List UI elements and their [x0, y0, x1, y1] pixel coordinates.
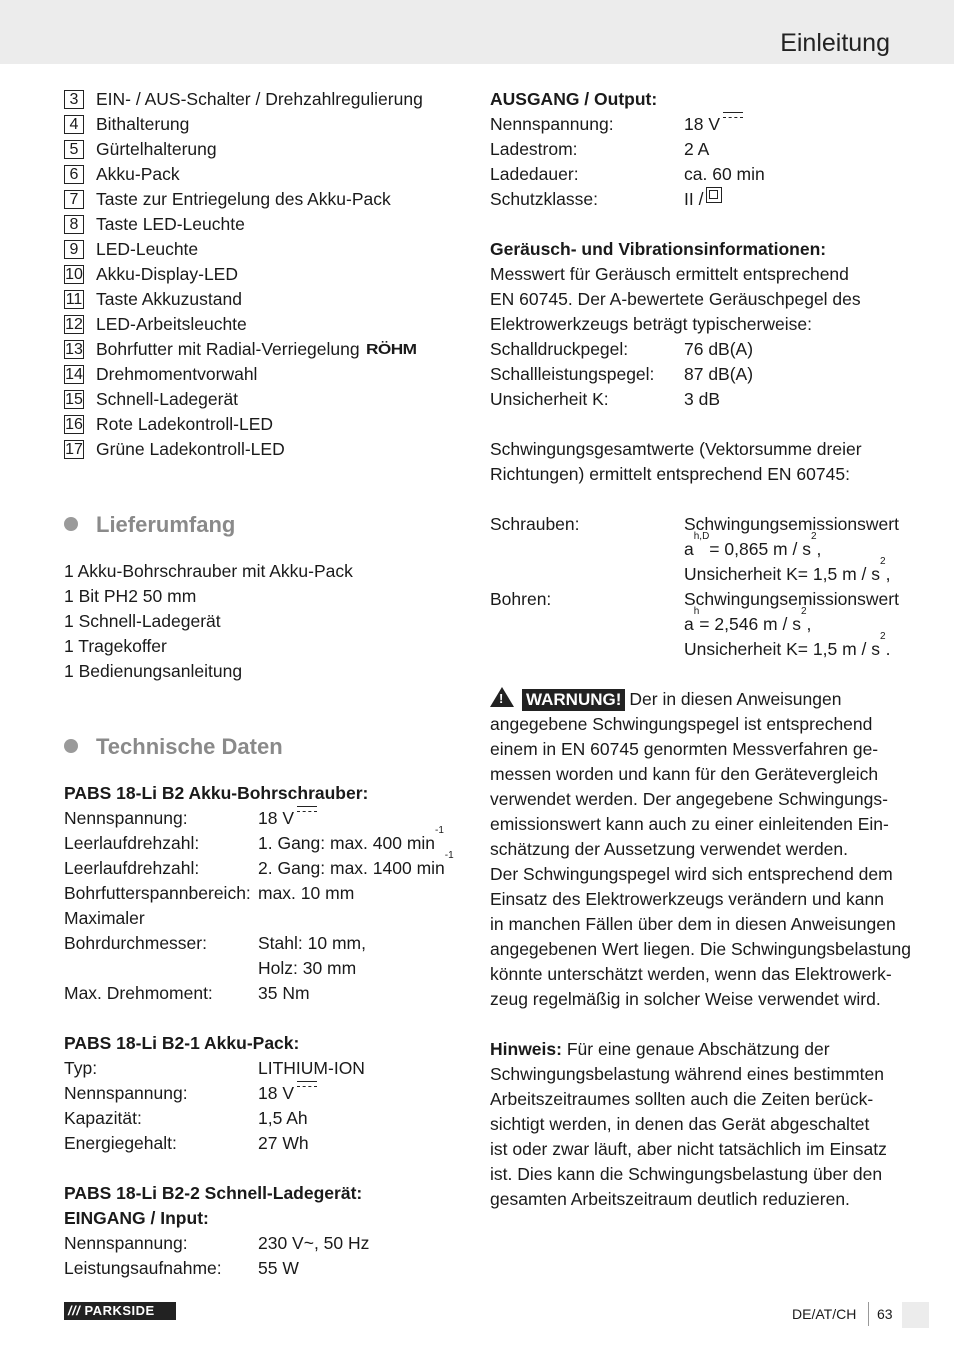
paragraph-line: verwendet werden. Der angegebene Schwingungs-	[490, 789, 888, 809]
paragraph-line: Schwingungsbelastung während eines bestimmten	[490, 1064, 884, 1084]
paragraph-line: Einsatz des Elektrowerkzeugs verändern und kann	[490, 889, 884, 909]
spec-subheading: AUSGANG / Output:	[490, 89, 658, 109]
list-item: 1 Akku-Bohrschrauber mit Akku-Pack	[64, 561, 353, 581]
list-item	[64, 412, 464, 437]
part-number: 4	[64, 115, 84, 134]
spec-row: Maximaler	[64, 908, 145, 928]
spec-heading: PABS 18-Li B2 Akku-Bohrschrauber:	[64, 783, 369, 803]
list-item	[64, 212, 464, 237]
spec-row: Nennspannung: 18 V	[64, 806, 464, 831]
lieferumfang-heading	[64, 509, 464, 539]
part-label: Bithalterung	[96, 114, 190, 134]
paragraph-line: Elektrowerkzeugs beträgt typischerweise:	[490, 314, 812, 334]
part-number: 7	[64, 190, 84, 209]
footer-tab	[902, 1302, 929, 1328]
part-label: Bohrfutter mit Radial-Verriegelung	[96, 339, 360, 359]
spec-heading: PABS 18-Li B2-2 Schnell-Ladegerät:	[64, 1183, 363, 1203]
spec-row: Schutzklasse: II /	[490, 187, 895, 212]
warning-first-line: ! WARNUNG! Der in diesen Anweisungen	[490, 687, 895, 712]
part-number: 15	[65, 391, 83, 408]
spec-row: Bohren: Schwingungsemissionswert	[490, 589, 899, 609]
spec-heading: Geräusch- und Vibrationsinformationen:	[490, 239, 827, 259]
warning-badge: WARNUNG!	[522, 689, 625, 711]
spec-heading: PABS 18-Li B2-1 Akku-Pack:	[64, 1033, 300, 1053]
spec-row: Typ: LITHIUM-ION	[64, 1058, 365, 1078]
list-item	[64, 112, 464, 137]
page-title: Einleitung	[780, 29, 890, 57]
paragraph-line: Der Schwingungspegel wird sich entsprechend dem	[490, 864, 893, 884]
part-number: 16	[65, 416, 83, 433]
part-number: 10	[65, 266, 83, 283]
paragraph-line: schätzung der Aussetzung verwendet werden.	[490, 839, 848, 859]
parts-list	[64, 87, 464, 462]
paragraph-line: angegebene Schwingungspegel ist entsprechend	[490, 714, 873, 734]
pack-specs	[64, 1031, 464, 1156]
left-column	[64, 87, 464, 1281]
charger-output-specs	[490, 87, 895, 212]
part-label: Taste Akkuzustand	[96, 289, 242, 309]
list-item	[64, 287, 464, 312]
list-item: 1 Schnell-Ladegerät	[64, 611, 221, 631]
list-item	[64, 312, 464, 337]
part-label: Grüne Ladekontroll-LED	[96, 439, 285, 459]
spec-row: a h,D = 0,865 m / s 2 ,	[684, 531, 822, 559]
lieferumfang-list	[64, 559, 464, 684]
spec-row: Energiegehalt: 27 Wh	[64, 1133, 309, 1153]
paragraph-line: Richtungen) ermittelt entsprechend EN 60745:	[490, 464, 850, 484]
bullet-icon	[64, 517, 78, 531]
technische-daten-heading	[64, 731, 464, 761]
spec-row: Leistungsaufnahme: 55 W	[64, 1258, 299, 1278]
bullet-icon	[64, 739, 78, 753]
parkside-logo: /// PARKSIDE	[64, 1302, 176, 1320]
part-number: 14	[65, 366, 83, 383]
list-item	[64, 262, 464, 287]
paragraph-line: messen worden und kann für den Gerätevergleich	[490, 764, 879, 784]
section-title: Lieferumfang	[96, 511, 236, 537]
spec-row: Nennspannung: 18 V	[490, 112, 895, 137]
drill-specs	[64, 781, 464, 1006]
paragraph-line: Schwingungsgesamtwerte (Vektorsumme dreier	[490, 439, 862, 459]
charger-specs	[64, 1181, 464, 1281]
list-item: 1 Tragekoffer	[64, 636, 167, 656]
list-item	[64, 437, 464, 462]
part-label: Schnell-Ladegerät	[96, 389, 239, 409]
part-label: Rote Ladekontroll-LED	[96, 414, 274, 434]
spec-row: Leerlaufdrehzahl: 1. Gang: max. 400 min -1	[64, 825, 444, 853]
paragraph-line: Arbeitszeitraumes sollten auch die Zeiten berück-	[490, 1089, 874, 1109]
part-label: Akku-Display-LED	[96, 264, 238, 284]
spec-row: Schallleistungspegel: 87 dB(A)	[490, 364, 754, 384]
list-item	[64, 387, 464, 412]
spec-row: Nennspannung: 230 V~, 50 Hz	[64, 1233, 370, 1253]
hinweis-section: Hinweis: Für eine genaue Abschätzung der Schwingungsbelastung während eines bestimmten Arbeitszeitraumes sollten auch die Zeiten berück- sichtigt werden, in denen das Gerät abgeschaltet ist oder zwar läuft, aber nicht tatsächlich im Einsatz ist. Dies kann die Schwingungsbelastung über den gesamten Arbeitszeitraum deutlich reduzieren.	[490, 1037, 895, 1212]
list-item	[64, 187, 464, 212]
spec-row: Unsicherheit K: 3 dB	[490, 389, 720, 409]
part-label: LED-Leuchte	[96, 239, 199, 259]
part-number: 5	[64, 140, 84, 159]
spec-row: a h = 2,546 m / s 2 ,	[684, 606, 812, 634]
part-label: EIN- / AUS-Schalter / Drehzahlregulierung	[96, 89, 423, 109]
part-number: 11	[65, 291, 83, 308]
part-label: Taste LED-Leuchte	[96, 214, 245, 234]
paragraph-line: emissionswert kann auch zu einer einleitenden Ein-	[490, 814, 889, 834]
page-number: 63	[877, 1306, 893, 1322]
spec-subheading: EINGANG / Input:	[64, 1208, 209, 1228]
part-number: 6	[64, 165, 84, 184]
paragraph-line: EN 60745. Der A-bewertete Geräuschpegel des	[490, 289, 861, 309]
spec-row: Schrauben: Schwingungsemissionswert	[490, 514, 899, 534]
list-item: 1 Bedienungsanleitung	[64, 661, 243, 681]
part-number: 8	[64, 215, 84, 234]
list-item: 1 Bit PH2 50 mm	[64, 586, 197, 606]
spec-row: Bohrfutterspannbereich: max. 10 mm	[64, 883, 355, 903]
paragraph-line: sichtigt werden, in denen das Gerät abgeschaltet	[490, 1114, 870, 1134]
protection-class-ii-icon	[706, 187, 722, 203]
paragraph-line: ist. Dies kann die Schwingungsbelastung über den	[490, 1164, 883, 1184]
hinweis-label: Hinweis:	[490, 1039, 562, 1059]
spec-row: Schalldruckpegel: 76 dB(A)	[490, 339, 754, 359]
spec-row: Kapazität: 1,5 Ah	[64, 1108, 308, 1128]
spec-row: Unsicherheit K= 1,5 m / s 2 ,	[684, 556, 891, 584]
part-label: Gürtelhalterung	[96, 139, 217, 159]
part-label: Akku-Pack	[96, 164, 180, 184]
part-label: Taste zur Entriegelung des Akku-Pack	[96, 189, 391, 209]
list-item	[64, 137, 464, 162]
paragraph-line: gesamten Arbeitszeitraum deutlich reduzieren.	[490, 1189, 850, 1209]
list-item	[64, 362, 464, 387]
paragraph-line: einem in EN 60745 genormten Messverfahren ge-	[490, 739, 879, 759]
spec-row: Bohrdurchmesser: Stahl: 10 mm,	[64, 933, 366, 953]
noise-section	[490, 237, 899, 662]
part-number: 13	[65, 341, 83, 358]
spec-row: Nennspannung: 18 V	[64, 1081, 464, 1106]
spec-row: Ladedauer: ca. 60 min	[490, 164, 765, 184]
list-item	[64, 237, 464, 262]
paragraph-line: ist oder zwar läuft, aber nicht tatsächlich im Einsatz	[490, 1139, 887, 1159]
paragraph-line: angegebenen Wert liegen. Die Schwingungsbelastung	[490, 939, 911, 959]
warning-triangle-icon: !	[490, 687, 514, 707]
spec-row: Max. Drehmoment: 35 Nm	[64, 983, 310, 1003]
spec-row: Ladestrom: 2 A	[490, 139, 710, 159]
part-label: LED-Arbeitsleuchte	[96, 314, 247, 334]
paragraph-line: Messwert für Geräusch ermittelt entsprechend	[490, 264, 849, 284]
spec-row: Holz: 30 mm	[258, 958, 357, 978]
paragraph-line: könnte unterschätzt werden, wenn das Elektrowerk-	[490, 964, 892, 984]
spec-row: Unsicherheit K= 1,5 m / s 2 .	[684, 631, 891, 659]
part-number: 3	[64, 90, 84, 109]
part-number: 12	[65, 316, 83, 333]
dc-current-icon	[723, 112, 743, 120]
dc-current-icon	[297, 806, 317, 814]
part-label: Drehmomentvorwahl	[96, 364, 258, 384]
list-item	[64, 162, 464, 187]
part-number: 9	[64, 240, 84, 259]
section-title: Technische Daten	[96, 733, 283, 759]
warning-section	[490, 687, 911, 1012]
footer-divider	[868, 1302, 869, 1326]
spec-row: Leerlaufdrehzahl: 2. Gang: max. 1400 min -1	[64, 850, 454, 878]
paragraph-line: in manchen Fällen über dem in diesen Anweisungen	[490, 914, 896, 934]
footer-region: DE/AT/CH	[792, 1306, 857, 1322]
paragraph-line: zeug regelmäßig in solcher Weise verwendet wird.	[490, 989, 881, 1009]
rohm-logo: RÖHM	[365, 341, 417, 358]
part-number: 17	[65, 441, 83, 458]
list-item	[64, 337, 464, 362]
list-item	[64, 87, 464, 112]
right-column	[490, 87, 911, 1212]
dc-current-icon	[297, 1081, 317, 1089]
